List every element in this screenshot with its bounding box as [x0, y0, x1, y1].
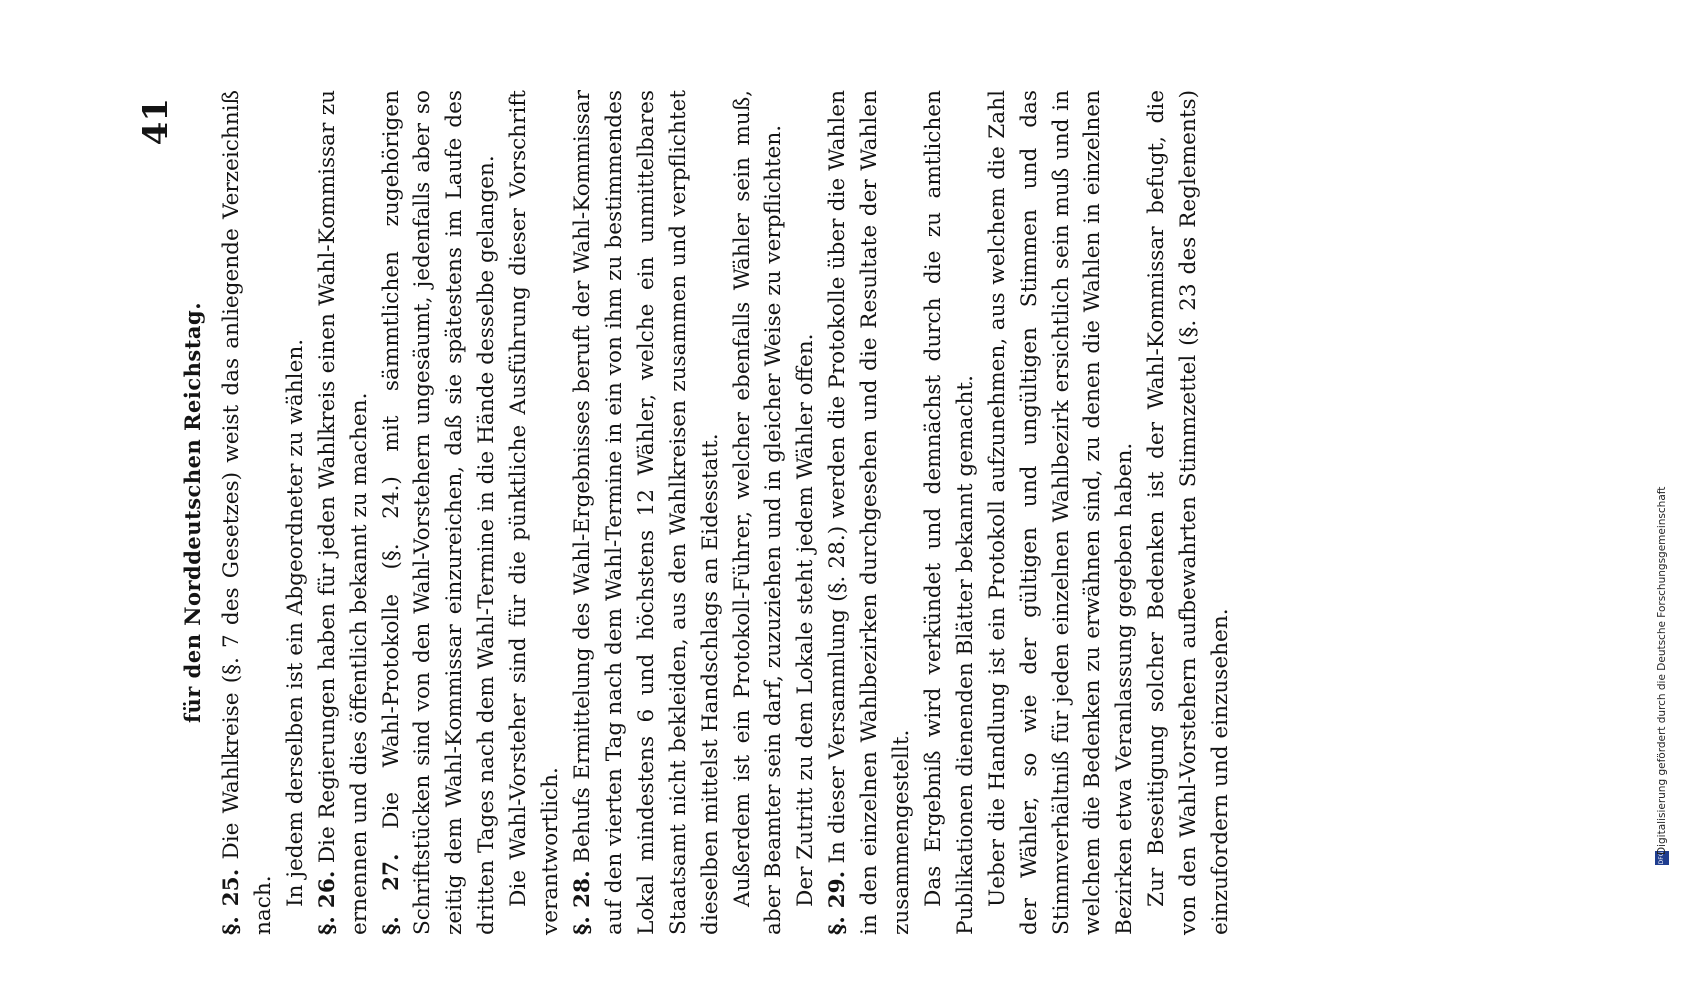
paragraph-text: Außerdem ist ein Protokoll-Führer, welcher ebenfalls Wähler sein muß, aber Beamter sein darf, zuzuziehen und in gleicher Weise zu verpflichten. [729, 90, 787, 935]
document-page [136, 90, 1560, 935]
section-number: §. 29. [825, 870, 851, 935]
section-number: §. 28. [569, 870, 595, 935]
digitization-note: Digitalisierung gefördert durch die Deutsche Forschungsgemeinschaft [1656, 486, 1668, 855]
paragraph-29 [822, 90, 918, 935]
paragraph-27 [376, 90, 504, 935]
paragraph-text: Die Wahl-Protokolle (§. 24.) mit sämmtlichen zugehörigen Schriftstücken sind von den Wahl-Vorstehern ungesäumt, jedenfalls aber so zeitig dem Wahl-Kommissar einzureichen, daß sie spätestens im Laufe des dritten Tages nach dem Wahl-Termine in die Hände desselbe gelangen. [378, 90, 500, 935]
section-number: §. 27. [378, 853, 404, 935]
paragraph-26 [312, 90, 376, 935]
dfg-logo: DFG [1655, 851, 1669, 865]
page-number: 41 [136, 98, 176, 146]
paragraph-text: Zur Beseitigung solcher Bedenken ist der Wahl-Kommissar befugt, die von den Wahl-Vorstehern aufbewahrten Stimmzettel (§. 23 des Reglements) einzufordern und einzusehen. [1144, 90, 1234, 935]
paragraph-28-c [790, 90, 822, 935]
paragraph-29-d [1141, 90, 1237, 935]
paragraph-text: Der Zutritt zu dem Lokale steht jedem Wähler offen. [793, 333, 819, 907]
body-text [216, 90, 1237, 935]
paragraph-text: Das Ergebniß wird verkündet und demnächst durch die zu amtlichen Publikationen dienenden Blätter bekannt gemacht. [920, 90, 978, 935]
paragraph-28 [567, 90, 727, 935]
paragraph-29-c [982, 90, 1142, 935]
paragraph-29-b [918, 90, 982, 935]
running-title: für den Norddeutschen Reichstag. [180, 301, 205, 724]
paragraph-25-b [280, 90, 312, 935]
paragraph-text: Die Regierungen haben für jeden Wahlkreis einen Wahl-Kommissar zu ernennen und dies öffentlich bekannt zu machen. [314, 90, 372, 935]
paragraph-text: Behufs Ermittelung des Wahl-Ergebnisses beruft der Wahl-Kommissar auf den vierten Tag nach dem Wahl-Termine in ein von ihm zu bestimmendes Lokal mindestens 6 und höchstens 12 Wähler, welche ein unmittelbares Staatsamt nicht bekleiden, aus den Wahlkreisen zusammen und verpflichtet dieselben mittelst Handschlags an Eidesstatt. [569, 90, 723, 935]
paragraph-text: Die Wahlkreise (§. 7 des Gesetzes) weist das anliegende Verzeichniß nach. [219, 90, 276, 935]
paragraph-28-b [727, 90, 791, 935]
paragraph-25 [216, 90, 280, 935]
paragraph-text: In jedem derselben ist ein Abgeordneter zu wählen. [282, 338, 308, 907]
paragraph-27-b [503, 90, 567, 935]
paragraph-text: In dieser Versammlung (§. 28.) werden die Protokolle über die Wahlen in den einzelnen Wahlbezirken durchgesehen und die Resultate der Wahlen zusammengestellt. [825, 90, 915, 935]
section-number: §. 26. [314, 870, 340, 935]
paragraph-text: Ueber die Handlung ist ein Protokoll aufzunehmen, aus welchem die Zahl der Wähler, so wie der gültigen und ungültigen Stimmen und das Stimmverhältniß für jeden einzelnen Wahlbezirk ersichtlich sein muß und in welchem die Bedenken zu erwähnen sind, zu denen die Wahlen in einzelnen Bezirken etwa Veranlassung gegeben haben. [984, 90, 1138, 935]
section-number: §. 25. [219, 868, 244, 935]
paragraph-text: Die Wahl-Vorsteher sind für die pünktliche Ausführung dieser Vorschrift verantwortlich. [506, 90, 564, 935]
